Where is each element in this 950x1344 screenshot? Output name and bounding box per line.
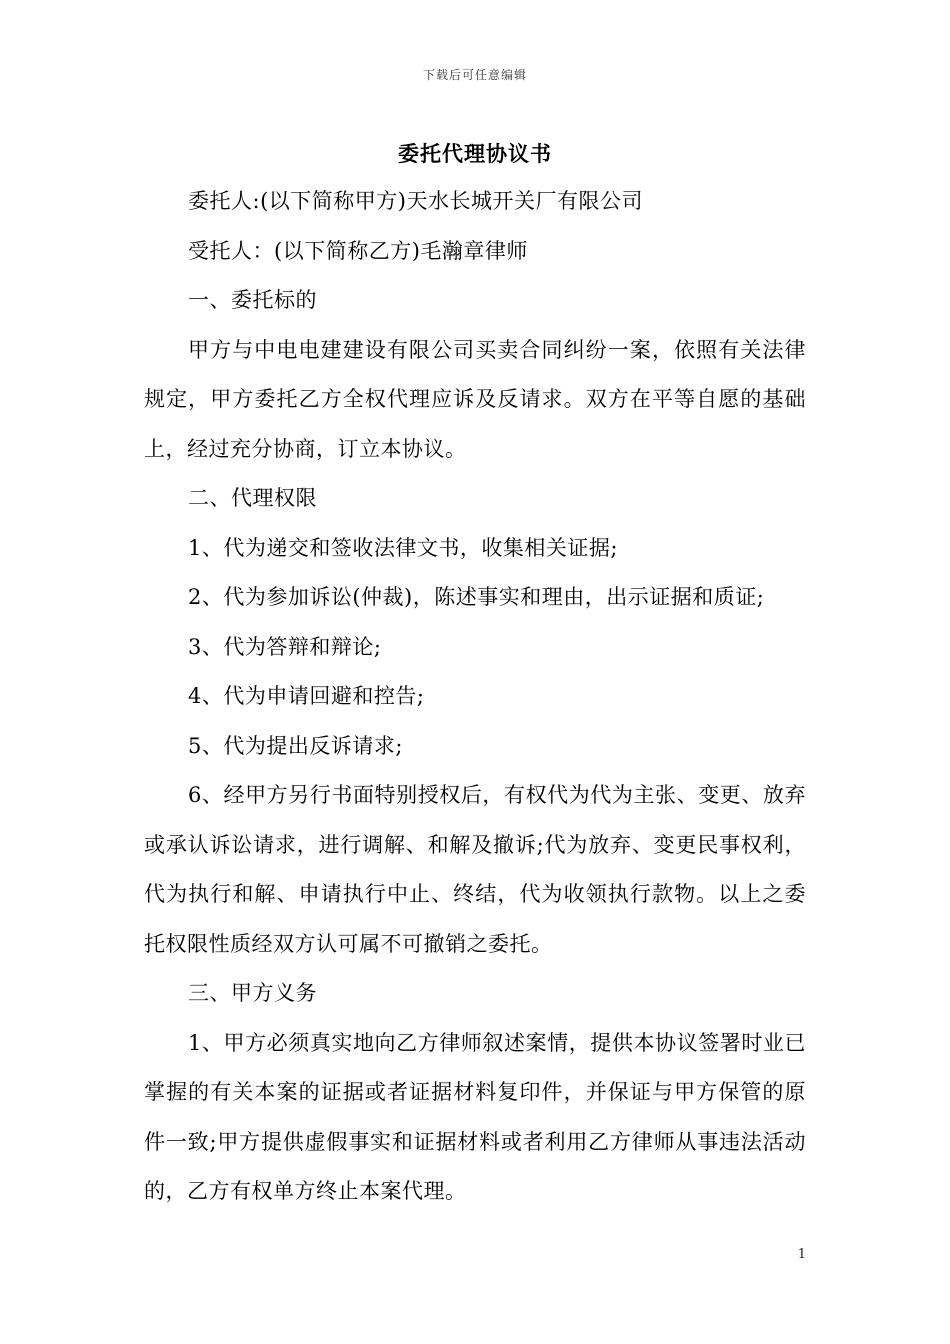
document-title: 委托代理协议书 bbox=[398, 141, 552, 166]
list-item: 3、代为答辩和辩论; bbox=[188, 634, 382, 659]
paragraph: 甲方与中电电建建设有限公司买卖合同纠纷一案，依照有关法律规定，甲方委托乙方全权代理应诉及反请求。双方在平等自愿的基础上，经过充分协商，订立本协议。 bbox=[144, 337, 806, 461]
list-item: 2、代为参加诉讼(仲裁)，陈述事实和理由，出示证据和质证; bbox=[188, 585, 765, 609]
header-note: 下载后可任意编辑 bbox=[422, 68, 527, 82]
list-item: 1、甲方必须真实地向乙方律师叙述案情，提供本协议签署时业已掌握的有关本案的证据或者证据材料复印件，并保证与甲方保管的原件一致;甲方提供虚假事实和证据材料或者利用乙方律师从事违法活动的，乙方有权单方终止本案代理。 bbox=[144, 1030, 806, 1203]
section-heading-3: 三、甲方义务 bbox=[188, 981, 317, 1005]
principal-line: 委托人:(以下简称甲方)天水长城开关厂有限公司 bbox=[188, 189, 643, 213]
list-item: 5、代为提出反诉请求; bbox=[188, 733, 403, 758]
document-body bbox=[144, 177, 806, 1217]
agent-line: 受托人：(以下简称乙方)毛瀚章律师 bbox=[188, 238, 528, 263]
list-item: 1、代为递交和签收法律文书，收集相关证据; bbox=[188, 535, 618, 560]
section-heading-1: 一、委托标的 bbox=[188, 288, 317, 312]
list-item: 6、经甲方另行书面特别授权后，有权代为代为主张、变更、放弃或承认诉讼请求，进行调解、和解及撤诉;代为放弃、变更民事权利，代为执行和解、申请执行中止、终结，代为收领执行款物。以上之委托权限性质经双方认可属不可撤销之委托。 bbox=[144, 783, 806, 956]
page-number: 1 bbox=[797, 1247, 806, 1262]
section-heading-2: 二、代理权限 bbox=[188, 486, 317, 510]
list-item: 4、代为申请回避和控告; bbox=[188, 684, 425, 708]
